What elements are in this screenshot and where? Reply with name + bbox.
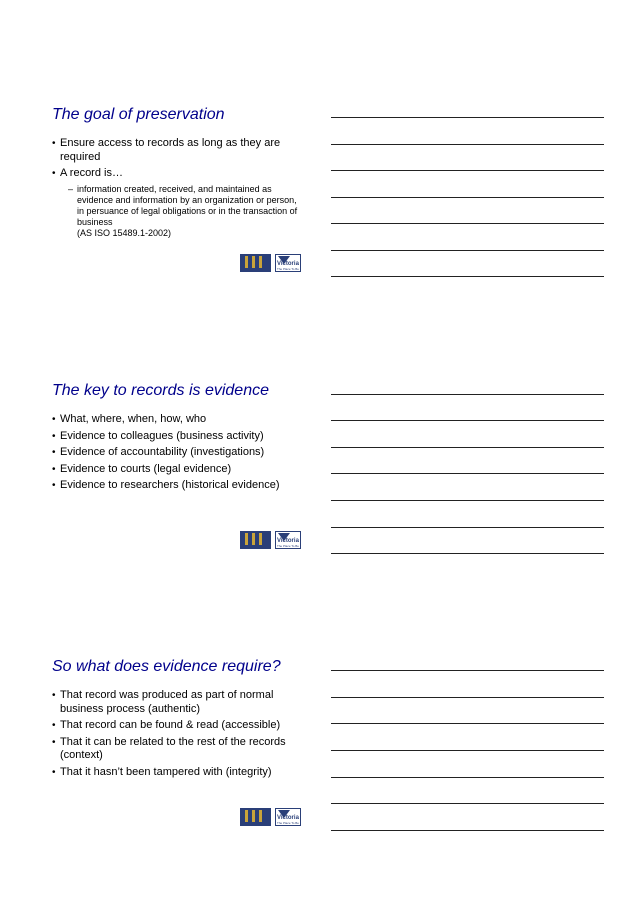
note-line (331, 670, 604, 671)
bullet-text: That record can be found & read (accessible) (60, 719, 281, 731)
note-line (331, 830, 604, 831)
bullet-item (52, 766, 302, 780)
bullet-dot: • (52, 414, 56, 425)
sub-bullet-text: information created, received, and maintained as evidence and information by an organization or person, in persuance of legal obligations or in the transaction of business (77, 183, 298, 227)
victoria-logo-tagline: The Place To Be (277, 821, 299, 825)
note-line (331, 553, 604, 554)
note-line (331, 473, 604, 474)
bullet-dot: • (52, 138, 56, 149)
bullet-text: Evidence of accountability (investigations) (60, 446, 265, 458)
note-line (331, 420, 604, 421)
bullet-text: Ensure access to records as long as they are required (60, 137, 281, 163)
bullet-dot: • (52, 766, 56, 778)
note-line (331, 170, 604, 171)
bullet-item (52, 689, 302, 716)
bullet-dot: • (52, 480, 56, 491)
bullet-dot: • (52, 690, 56, 701)
bullet-text: That it hasn’t been tampered with (integrity) (60, 765, 272, 778)
note-line (331, 447, 604, 448)
bullet-dot: • (52, 168, 56, 179)
note-line (331, 777, 604, 778)
bullet-dot: • (52, 430, 56, 442)
sub-bullet-dash: – (68, 183, 74, 194)
victoria-logo (275, 808, 301, 826)
victoria-logo-tagline: The Place To Be (277, 544, 299, 548)
bullet-dot: • (52, 720, 56, 731)
note-line (331, 394, 604, 395)
note-line (331, 527, 604, 528)
university-logo (240, 808, 271, 826)
bullet-dot: • (52, 736, 56, 748)
victoria-logo-text: Victoria (277, 261, 299, 267)
note-line (331, 117, 604, 118)
note-line (331, 697, 604, 698)
bullet-text: Evidence to courts (legal evidence) (60, 462, 232, 475)
bullet-text: That it can be related to the rest of the records (context) (60, 735, 286, 761)
bullet-text: What, where, when, how, who (60, 413, 207, 425)
bullet-text: A record is… (60, 167, 123, 179)
citation: (AS ISO 15489.1-2002) (77, 227, 172, 238)
note-line (331, 500, 604, 501)
note-line (331, 276, 604, 277)
bullet-text: Evidence to colleagues (business activity) (60, 429, 264, 442)
slide-title: So what does evidence require? (52, 658, 281, 675)
note-line (331, 750, 604, 751)
logo-group (240, 808, 304, 828)
bullet-item (52, 736, 302, 763)
bullet-text: That record was produced as part of normal business process (authentic) (60, 689, 274, 715)
bullet-list (52, 689, 302, 782)
bullet-dot: • (52, 463, 56, 475)
slide-title: The goal of preservation (52, 106, 225, 123)
victoria-logo-text: Victoria (277, 538, 299, 544)
bullet-text: Evidence to researchers (historical evidence) (60, 479, 280, 491)
bullet-dot: • (52, 447, 56, 458)
victoria-logo-text: Victoria (277, 815, 299, 821)
bullet-item (52, 719, 302, 733)
note-line (331, 197, 604, 198)
note-line (331, 223, 604, 224)
note-line (331, 803, 604, 804)
slide-title: The key to records is evidence (52, 382, 269, 399)
note-line (331, 144, 604, 145)
note-line (331, 250, 604, 251)
victoria-logo-tagline: The Place To Be (277, 267, 299, 271)
note-line (331, 723, 604, 724)
